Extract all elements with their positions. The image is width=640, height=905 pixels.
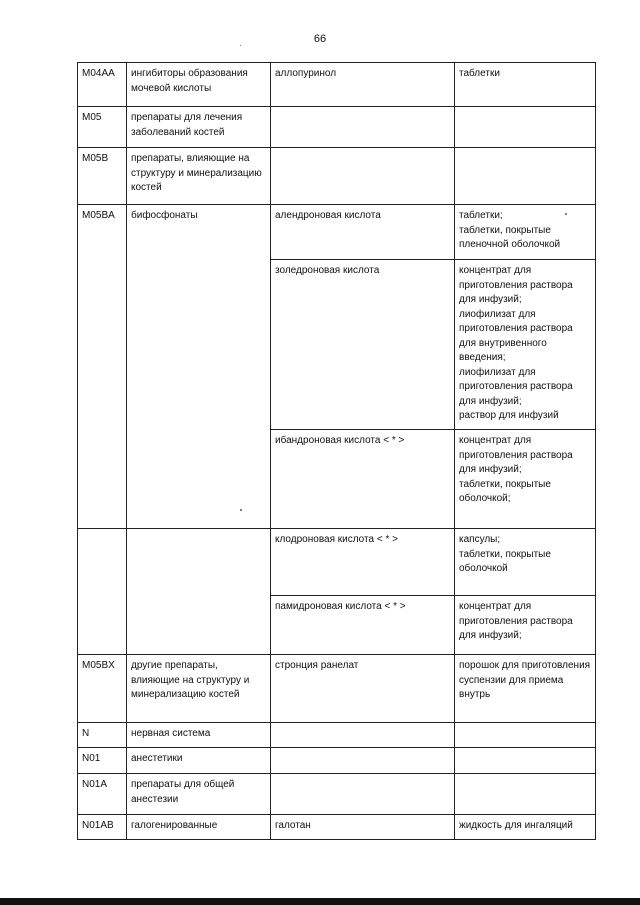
dosage-form-cell: капсулы; таблетки, покрытые оболочкой (455, 529, 596, 596)
table-row (78, 63, 596, 107)
atc-code-cell: N01A (78, 774, 127, 815)
table-row (78, 723, 596, 748)
dosage-form-cell (455, 148, 596, 205)
dosage-form-cell: концентрат для приготовления раствора для инфузий; таблетки, покрытые оболочкой; (455, 430, 596, 529)
dosage-form-cell: порошок для приготовления суспензии для приема внутрь (455, 655, 596, 723)
substance-cell: галотан (271, 815, 455, 840)
group-cell (127, 529, 271, 655)
dosage-form-cell: жидкость для ингаляций (455, 815, 596, 840)
substance-cell: клодроновая кислота < * > (271, 529, 455, 596)
scan-speck (565, 213, 567, 215)
table-row (78, 815, 596, 840)
substance-cell: стронция ранелат (271, 655, 455, 723)
dosage-form-cell: таблетки; таблетки, покрытые пленочной оболочкой (455, 205, 596, 260)
group-cell: ингибиторы образования мочевой кислоты (127, 63, 271, 107)
substance-cell: ибандроновая кислота < * > (271, 430, 455, 529)
table-row (78, 655, 596, 723)
atc-code-cell: M04AA (78, 63, 127, 107)
atc-code-cell: M05B (78, 148, 127, 205)
group-cell: препараты для лечения заболеваний костей (127, 107, 271, 148)
substance-cell (271, 107, 455, 148)
table-row (78, 774, 596, 815)
scan-speck (240, 45, 241, 46)
substance-cell: золедроновая кислота (271, 260, 455, 430)
table-row (78, 205, 596, 260)
group-cell: анестетики (127, 748, 271, 774)
atc-code-cell: M05BA (78, 205, 127, 529)
scan-bottom-border (0, 898, 640, 905)
substance-cell (271, 748, 455, 774)
dosage-form-cell (455, 723, 596, 748)
atc-code-cell: M05BX (78, 655, 127, 723)
atc-code-cell: N01 (78, 748, 127, 774)
drug-table (77, 62, 596, 840)
page-number: 66 (313, 33, 327, 45)
substance-cell (271, 723, 455, 748)
substance-cell: памидроновая кислота < * > (271, 596, 455, 655)
table-row (78, 107, 596, 148)
scan-speck (240, 509, 242, 511)
table-row (78, 529, 596, 596)
group-cell: бифосфонаты (127, 205, 271, 529)
dosage-form-cell (455, 748, 596, 774)
substance-cell: алендроновая кислота (271, 205, 455, 260)
dosage-form-cell: концентрат для приготовления раствора для инфузий; лиофилизат для приготовления раствора для внутривенного введения; лиофилизат для приготовления раствора для инфузий; раствор для инфузий (455, 260, 596, 430)
dosage-form-cell: таблетки (455, 63, 596, 107)
dosage-form-cell (455, 107, 596, 148)
atc-code-cell: N01AB (78, 815, 127, 840)
dosage-form-cell: концентрат для приготовления раствора для инфузий; (455, 596, 596, 655)
substance-cell: аллопуринол (271, 63, 455, 107)
group-cell: препараты для общей анестезии (127, 774, 271, 815)
table-row (78, 148, 596, 205)
atc-code-cell: N (78, 723, 127, 748)
group-cell: галогенированные (127, 815, 271, 840)
group-cell: другие препараты, влияющие на структуру и минерализацию костей (127, 655, 271, 723)
atc-code-cell: M05 (78, 107, 127, 148)
group-cell: нервная система (127, 723, 271, 748)
substance-cell (271, 148, 455, 205)
atc-code-cell (78, 529, 127, 655)
group-cell: препараты, влияющие на структуру и минерализацию костей (127, 148, 271, 205)
dosage-form-cell (455, 774, 596, 815)
substance-cell (271, 774, 455, 815)
table-row (78, 748, 596, 774)
